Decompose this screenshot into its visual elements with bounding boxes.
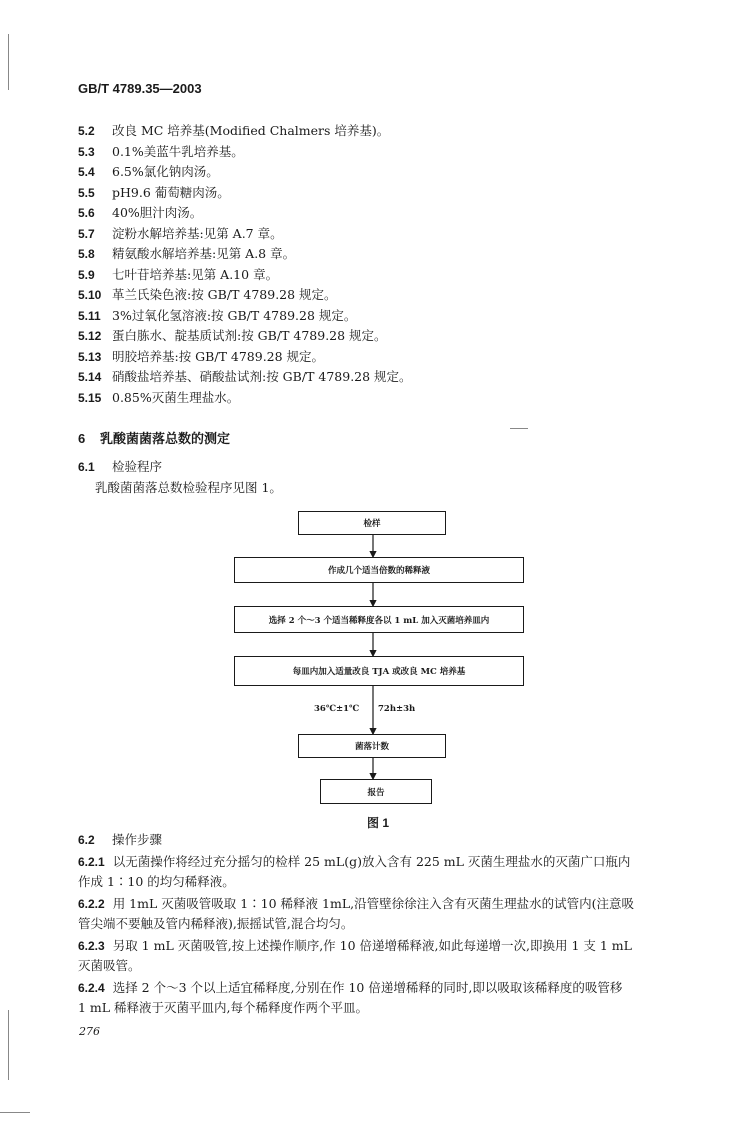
subsection-text: 乳酸菌菌落总数检验程序见图 1。 [95,480,282,495]
list-item-text: 蛋白胨水、靛基质试剂:按 GB/T 4789.28 规定。 [112,328,387,343]
section-number: 6 [78,431,86,446]
list-item-text: 0.85%灭菌生理盐水。 [112,389,240,405]
step-text-continued: 灭菌吸管。 [78,958,141,973]
standard-header: GB/T 4789.35—2003 [78,81,202,96]
step-text-continued: 管尖端不要触及管内稀释液),振摇试管,混合均匀。 [78,916,354,931]
subsection-number: 6.1 [78,460,95,474]
list-item-number: 5.5 [78,185,95,200]
list-item-number: 5.15 [78,390,102,405]
flow-incubation-time: 72h±3h [378,704,416,714]
list-item-number: 5.11 [78,308,101,323]
list-item-number: 5.12 [78,329,102,343]
procedure-step [78,978,622,1018]
flow-step-sample: 检样 [298,511,446,535]
list-item-text: 改良 MC 培养基(Modified Chalmers 培养基)。 [112,123,390,138]
list-item-number: 5.10 [78,288,102,302]
procedure-step [78,894,634,934]
list-item-number: 5.9 [78,267,95,282]
list-item-text: 6.5%氯化钠肉汤。 [112,164,219,179]
list-item-text: 淀粉水解培养基:见第 A.7 章。 [112,225,283,241]
subsection-title: 操作步骤 [112,832,163,847]
flow-incubation-temp: 36℃±1℃ [314,704,360,714]
section-title: 乳酸菌菌落总数的测定 [100,432,231,447]
flow-step-count: 菌落计数 [298,734,446,758]
procedure-step [78,852,630,892]
list-item-number: 5.13 [78,349,102,364]
step-text: 以无菌操作将经过充分摇匀的检样 25 mL(g)放入含有 225 mL 灭菌生理盐水的灭菌广口瓶内 [112,854,631,869]
list-item-number: 5.4 [78,165,95,179]
flow-step-dilution: 作成几个适当倍数的稀释液 [234,557,524,583]
procedure-step [78,936,632,976]
subsection-heading [78,831,162,849]
list-item-text: 革兰氏染色液:按 GB/T 4789.28 规定。 [112,287,337,302]
step-text: 用 1mL 灭菌吸管吸取 1∶10 稀释液 1mL,沿管壁徐徐注入含有灭菌生理盐水的试管内(注意吸 [112,896,634,911]
step-text-continued: 1 mL 稀释液于灭菌平皿内,每个稀释度作两个平皿。 [78,1000,369,1015]
step-number: 6.2.3 [78,939,105,953]
step-number: 6.2.2 [78,897,105,911]
subsection-number: 6.2 [78,833,95,847]
list-item-number: 5.2 [78,124,95,138]
flow-step-medium: 每皿内加入适量改良 TJA 或改良 MC 培养基 [234,656,524,686]
step-text: 选择 2 个～3 个以上适宜稀释度,分别在作 10 倍递增稀释的同时,即以吸取该稀释度的吸管移 [112,980,623,995]
step-number: 6.2.4 [78,981,105,995]
list-item-text: 明胶培养基:按 GB/T 4789.28 规定。 [112,348,325,364]
flow-step-select: 选择 2 个～3 个适当稀释度各以 1 mL 加入灭菌培养皿内 [234,606,524,633]
step-text: 另取 1 mL 灭菌吸管,按上述操作顺序,作 10 倍递增稀释液,如此每递增一次,即换用 1 支 1 mL [112,938,632,953]
list-item-text: 精氨酸水解培养基:见第 A.8 章。 [112,246,296,261]
step-number: 6.2.1 [78,855,105,869]
figure-caption: 图 1 [367,816,390,830]
list-item-number: 5.7 [78,226,95,241]
list-item-text: 0.1%美蓝牛乳培养基。 [112,143,244,159]
list-item-number: 5.14 [78,370,102,384]
step-text-continued: 作成 1∶10 的均匀稀释液。 [78,874,235,889]
list-item-number: 5.8 [78,247,95,261]
list-item-number: 5.6 [78,206,95,220]
list-item-text: 3%过氧化氢溶液:按 GB/T 4789.28 规定。 [112,307,357,323]
list-item-text: pH9.6 葡萄糖肉汤。 [112,184,230,200]
page-number: 276 [79,1025,100,1038]
flow-step-report: 报告 [320,779,432,804]
list-item-text: 硝酸盐培养基、硝酸盐试剂:按 GB/T 4789.28 规定。 [112,369,412,384]
subsection-title: 检验程序 [112,459,163,474]
list-item-text: 七叶苷培养基:见第 A.10 章。 [112,266,279,282]
list-item-number: 5.3 [78,144,95,159]
list-item-text: 40%胆汁肉汤。 [112,205,203,220]
